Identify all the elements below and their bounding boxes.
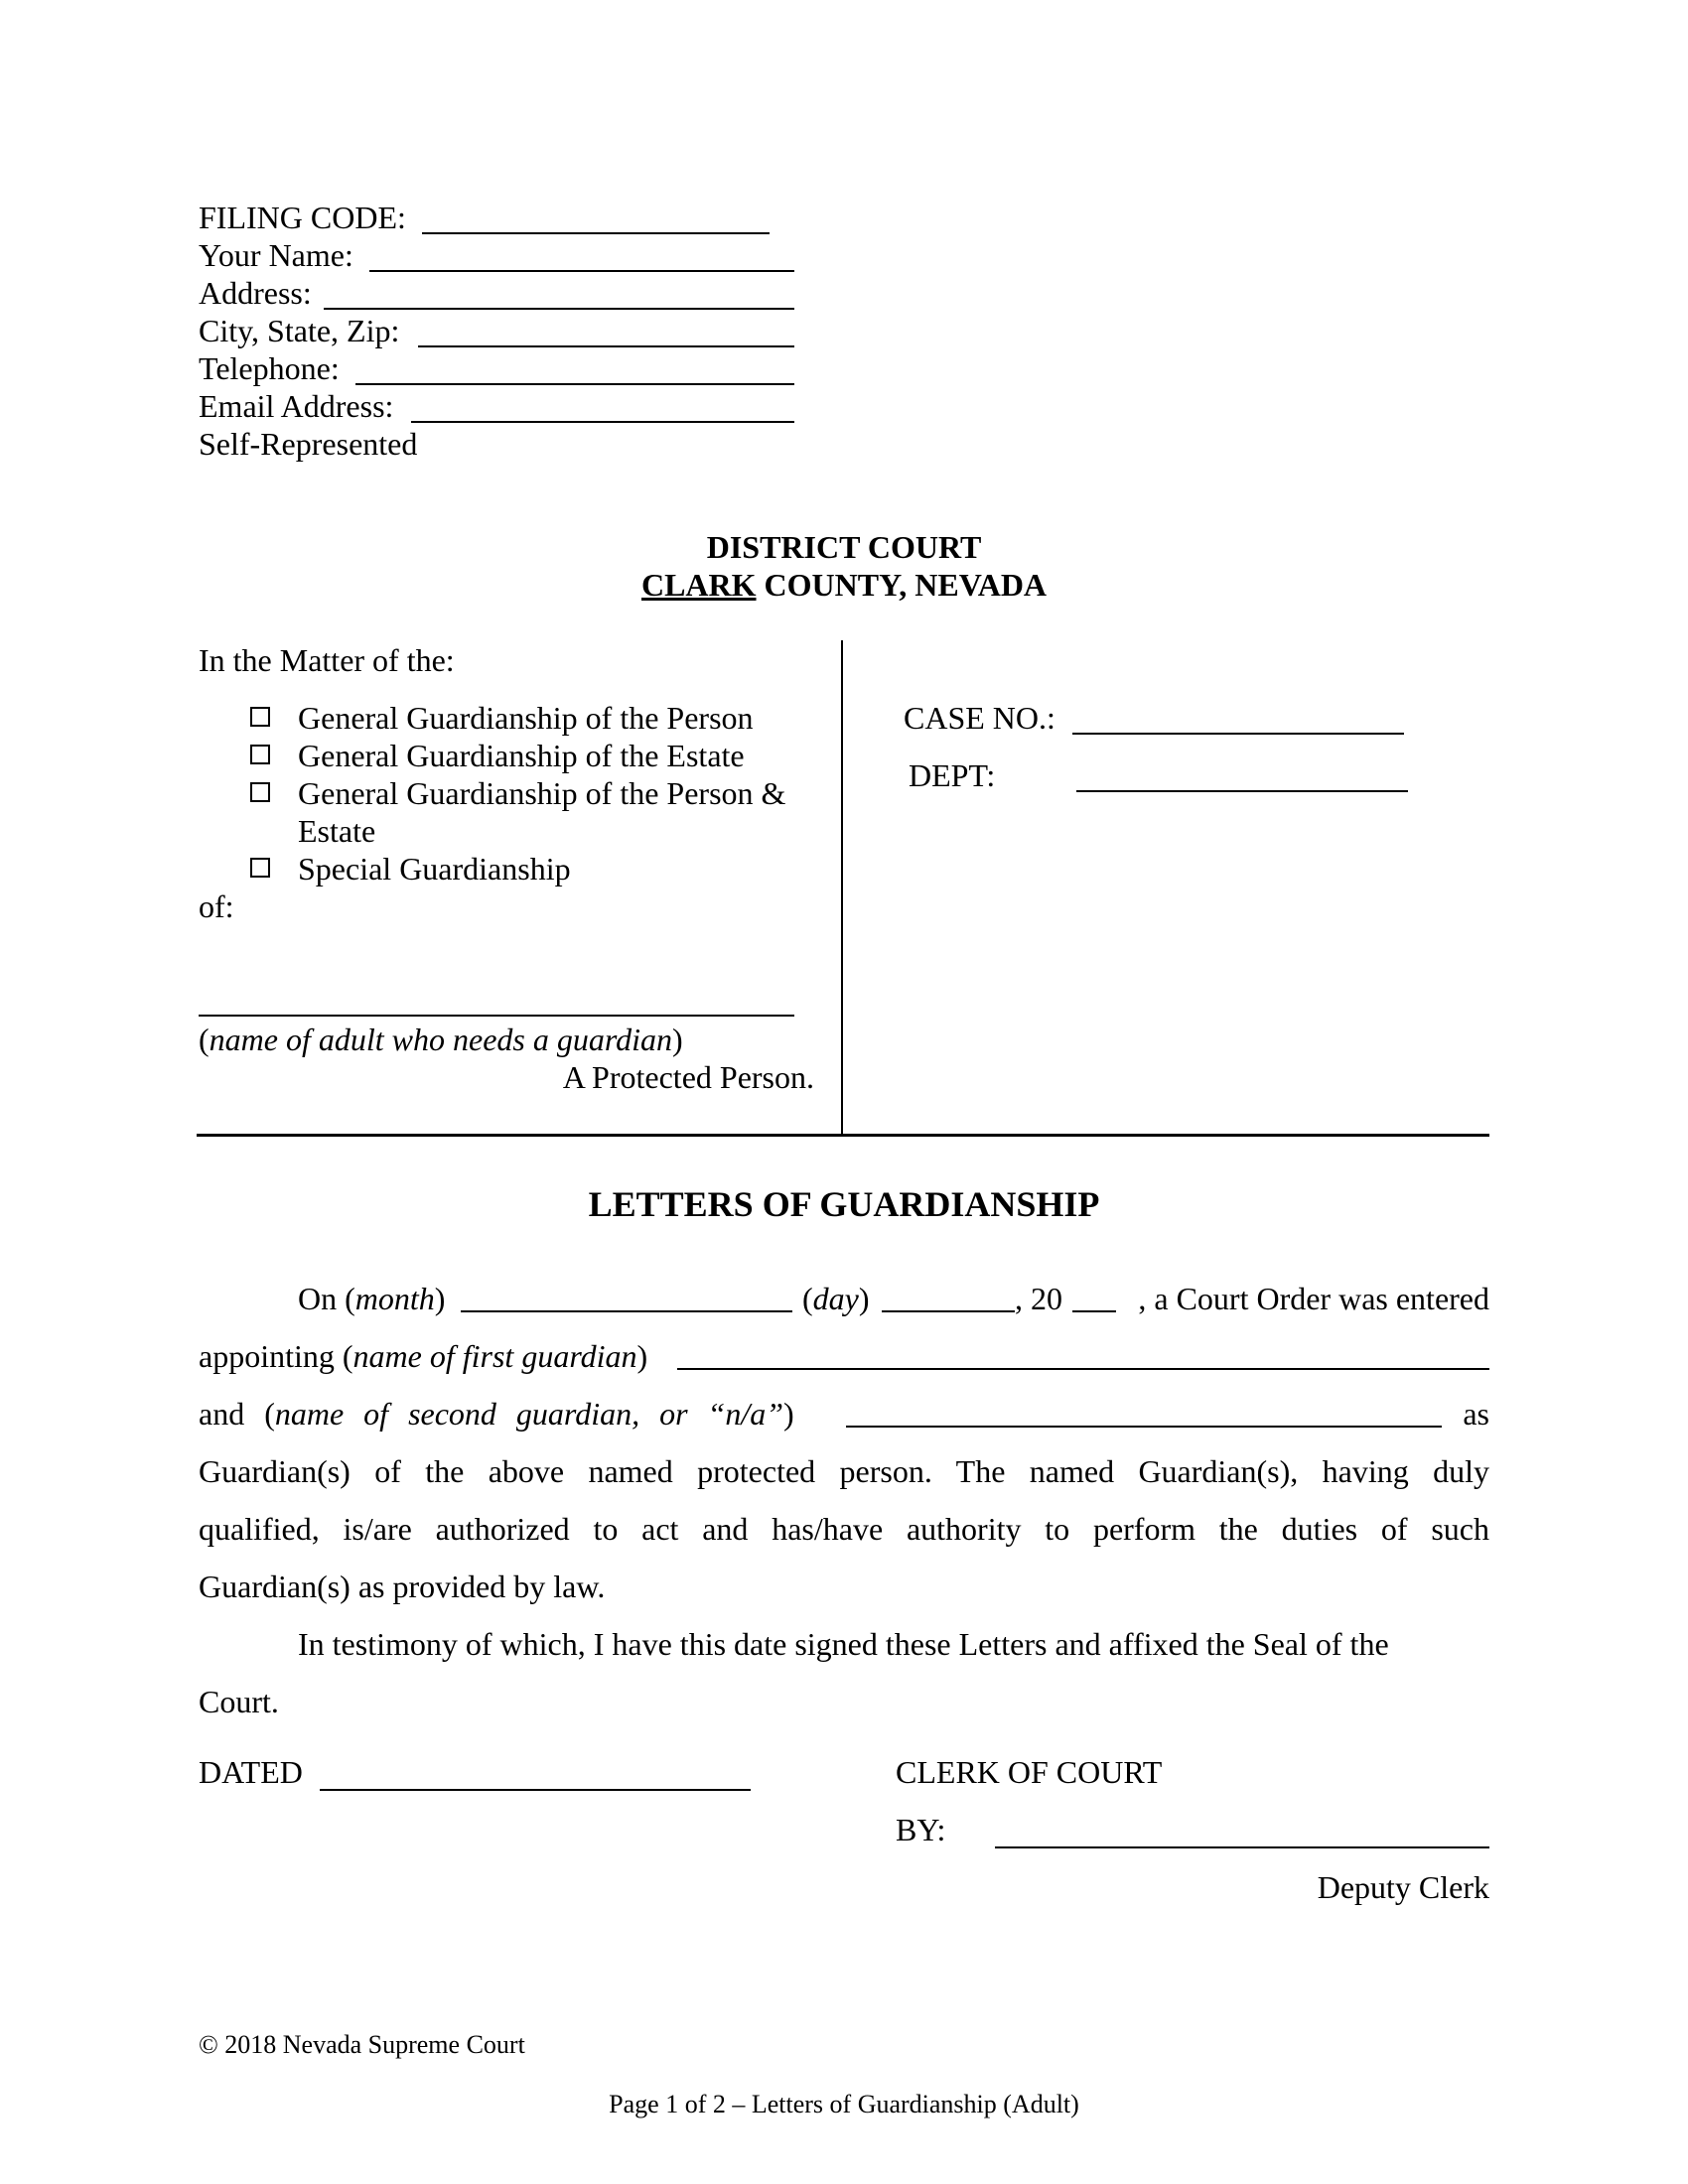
court-order-text: , a Court Order was entered [1138, 1281, 1489, 1316]
case-no-label: CASE NO.: [904, 700, 1055, 736]
year-field[interactable] [1072, 1310, 1116, 1312]
in-matter-label: In the Matter of the: [199, 642, 455, 678]
clerk-label: CLERK OF COURT [896, 1754, 1163, 1790]
option-person-label: General Guardianship of the Person [298, 700, 754, 736]
checkbox-special[interactable] [250, 858, 270, 878]
court-county [0, 566, 1688, 604]
option-estate-label: General Guardianship of the Estate [298, 738, 745, 773]
dept-field[interactable] [1076, 790, 1408, 792]
self-represented-label: Self-Represented [199, 426, 418, 462]
filing-code-label: FILING CODE: [199, 200, 406, 235]
telephone-label: Telephone: [199, 350, 340, 386]
second-guardian-field[interactable] [846, 1426, 1442, 1428]
deputy-clerk-label: Deputy Clerk [1317, 1869, 1489, 1905]
body-line-6: Guardian(s) as provided by law. [199, 1569, 606, 1604]
telephone-field[interactable] [355, 383, 794, 385]
checkbox-person-estate[interactable] [250, 782, 270, 802]
address-field[interactable] [324, 308, 794, 310]
month-field[interactable] [461, 1310, 792, 1312]
day-label: (day) [802, 1281, 870, 1316]
year-prefix: , 20 [1015, 1281, 1062, 1316]
deputy-signature-field[interactable] [995, 1846, 1489, 1848]
option-special-label: Special Guardianship [298, 851, 571, 887]
dated-field[interactable] [320, 1789, 751, 1791]
city-state-zip-label: City, State, Zip: [199, 313, 400, 348]
body-line-4: Guardian(s) of the above named protected person. The named Guardian(s), having duly [199, 1453, 1489, 1489]
county-rest: COUNTY, NEVADA [756, 567, 1048, 603]
second-guardian-label: and (name of second guardian, or “n/a”) [199, 1396, 794, 1432]
checkbox-person[interactable] [250, 707, 270, 727]
day-field[interactable] [882, 1310, 1015, 1312]
copyright: © 2018 Nevada Supreme Court [199, 2030, 525, 2059]
protected-person-name-field[interactable] [199, 1015, 794, 1017]
protected-person-label: A Protected Person. [562, 1059, 814, 1095]
body-line-3 [199, 1394, 1489, 1433]
body-line-2 [199, 1336, 1489, 1376]
option-person-estate-label: General Guardianship of the Person & [298, 775, 786, 811]
city-state-zip-field[interactable] [418, 345, 794, 347]
page-footer: Page 1 of 2 – Letters of Guardianship (Adult) [609, 2090, 1079, 2118]
name-hint-text: name of adult who needs a guardian [209, 1022, 672, 1057]
caption-divider [841, 640, 843, 1135]
your-name-field[interactable] [369, 270, 794, 272]
document-title: LETTERS OF GUARDIANSHIP [588, 1184, 1100, 1224]
on-month-label: On (month) [298, 1281, 446, 1316]
option-person-estate-label-cont: Estate [298, 813, 376, 849]
case-no-field[interactable] [1072, 733, 1404, 735]
protected-person-hint: (name of adult who needs a guardian) [199, 1022, 683, 1057]
checkbox-estate[interactable] [250, 745, 270, 764]
by-label: BY: [896, 1812, 946, 1847]
testimony-line: In testimony of which, I have this date signed these Letters and affixed the Seal of the [298, 1626, 1389, 1662]
email-label: Email Address: [199, 388, 394, 424]
county-name: CLARK [640, 567, 757, 603]
caption-bottom-rule [197, 1134, 1489, 1137]
court-name: DISTRICT COURT [706, 529, 982, 565]
dated-label: DATED [199, 1754, 303, 1790]
first-guardian-field[interactable] [677, 1368, 1489, 1370]
email-field[interactable] [411, 421, 794, 423]
as-text: as [1463, 1396, 1489, 1432]
of-label: of: [199, 888, 234, 924]
filing-code-field[interactable] [422, 232, 770, 234]
first-guardian-label: appointing (name of first guardian) [199, 1338, 648, 1374]
body-line-5: qualified, is/are authorized to act and has/have authority to perform the duties of such [199, 1511, 1489, 1547]
your-name-label: Your Name: [199, 237, 353, 273]
body-line-1 [199, 1279, 1489, 1318]
dept-label: DEPT: [909, 757, 996, 793]
address-label: Address: [199, 275, 312, 311]
court-word: Court. [199, 1684, 279, 1719]
